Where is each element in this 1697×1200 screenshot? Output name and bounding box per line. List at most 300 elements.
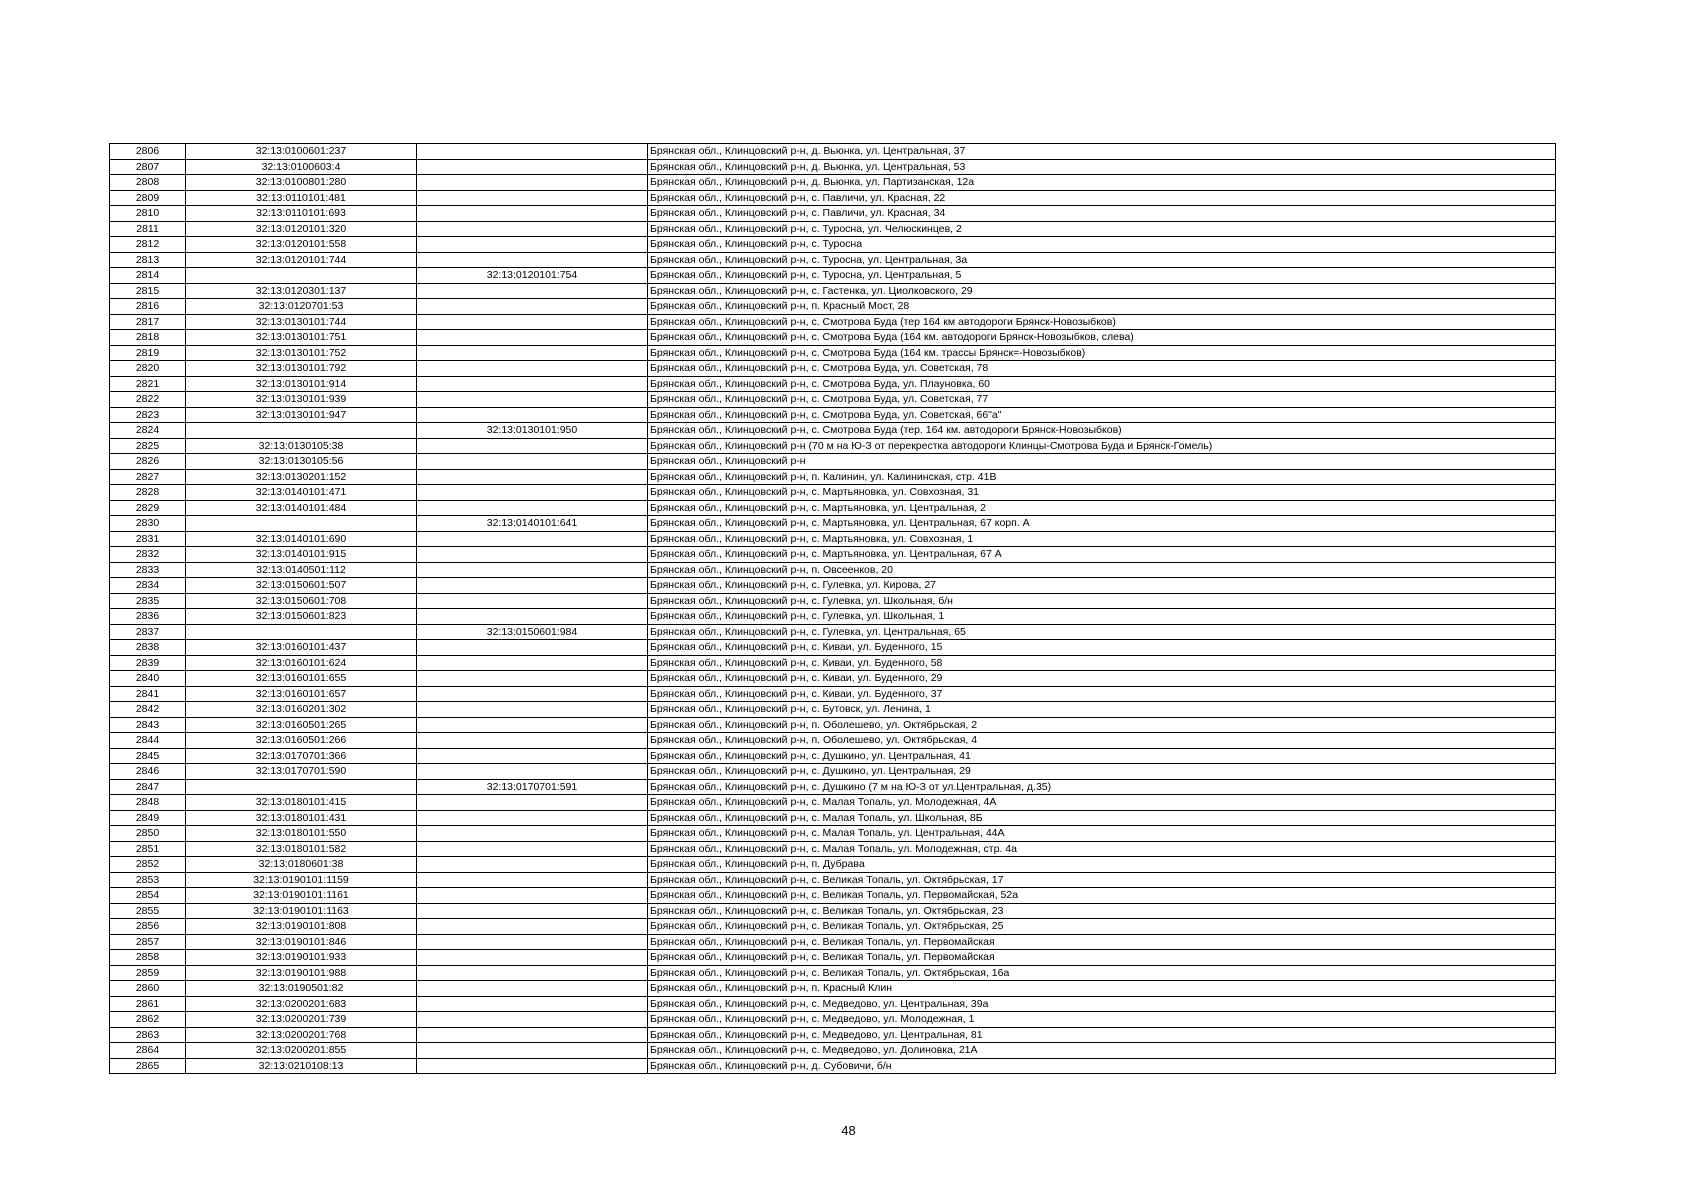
row-number-cell: 2821 bbox=[110, 376, 186, 392]
table-row bbox=[110, 159, 1556, 175]
row-number-cell: 2855 bbox=[110, 903, 186, 919]
address-cell: Брянская обл., Клинцовский р-н, с. Мартьяновка, ул. Совхозная, 31 bbox=[648, 485, 1556, 501]
address-cell: Брянская обл., Клинцовский р-н, с. Великая Топаль, ул. Октябрьская, 25 bbox=[648, 919, 1556, 935]
table-row bbox=[110, 562, 1556, 578]
address-cell: Брянская обл., Клинцовский р-н, п. Красный Мост, 28 bbox=[648, 299, 1556, 315]
table-row bbox=[110, 392, 1556, 408]
row-number-cell: 2834 bbox=[110, 578, 186, 594]
row-number-cell: 2833 bbox=[110, 562, 186, 578]
row-number-cell: 2856 bbox=[110, 919, 186, 935]
table-row bbox=[110, 531, 1556, 547]
cadastral-number-cell: 32:13:0130101:914 bbox=[186, 376, 417, 392]
cadastral-number-alt-cell bbox=[417, 826, 648, 842]
row-number-cell: 2813 bbox=[110, 252, 186, 268]
row-number-cell: 2836 bbox=[110, 609, 186, 625]
cadastral-number-cell: 32:13:0190101:1163 bbox=[186, 903, 417, 919]
address-cell: Брянская обл., Клинцовский р-н, с. Гулевка, ул. Центральная, 65 bbox=[648, 624, 1556, 640]
row-number-cell: 2838 bbox=[110, 640, 186, 656]
row-number-cell: 2818 bbox=[110, 330, 186, 346]
cadastral-number-alt-cell bbox=[417, 562, 648, 578]
table-row bbox=[110, 469, 1556, 485]
row-number-cell: 2843 bbox=[110, 717, 186, 733]
cadastral-number-alt-cell bbox=[417, 950, 648, 966]
cadastral-number-alt-cell bbox=[417, 376, 648, 392]
table-row bbox=[110, 903, 1556, 919]
table-row bbox=[110, 826, 1556, 842]
address-cell: Брянская обл., Клинцовский р-н, с. Смотрова Буда (164 км. трассы Брянск=-Новозыбков) bbox=[648, 345, 1556, 361]
table-row bbox=[110, 438, 1556, 454]
cadastral-number-cell: 32:13:0190101:988 bbox=[186, 965, 417, 981]
address-cell: Брянская обл., Клинцовский р-н (70 м на Ю-З от перекрестка автодороги Клинцы-Смотрова Буда и Брянск-Гомель) bbox=[648, 438, 1556, 454]
row-number-cell: 2819 bbox=[110, 345, 186, 361]
cadastral-number-alt-cell bbox=[417, 841, 648, 857]
address-cell: Брянская обл., Клинцовский р-н, с. Великая Топаль, ул. Первомайская bbox=[648, 934, 1556, 950]
cadastral-number-alt-cell bbox=[417, 640, 648, 656]
table-row bbox=[110, 965, 1556, 981]
row-number-cell: 2822 bbox=[110, 392, 186, 408]
row-number-cell: 2811 bbox=[110, 221, 186, 237]
address-cell: Брянская обл., Клинцовский р-н, с. Гулевка, ул. Школьная, б/н bbox=[648, 593, 1556, 609]
cadastral-number-alt-cell bbox=[417, 965, 648, 981]
cadastral-number-alt-cell bbox=[417, 996, 648, 1012]
table-row bbox=[110, 702, 1556, 718]
cadastral-number-alt-cell bbox=[417, 345, 648, 361]
row-number-cell: 2848 bbox=[110, 795, 186, 811]
cadastral-number-alt-cell bbox=[417, 872, 648, 888]
address-cell: Брянская обл., Клинцовский р-н, с. Малая Топаль, ул. Школьная, 8Б bbox=[648, 810, 1556, 826]
address-cell: Брянская обл., Клинцовский р-н, с. Великая Топаль, ул. Первомайская, 52а bbox=[648, 888, 1556, 904]
address-cell: Брянская обл., Клинцовский р-н, с. Медведово, ул. Молодежная, 1 bbox=[648, 1012, 1556, 1028]
table-row bbox=[110, 640, 1556, 656]
cadastral-number-alt-cell bbox=[417, 795, 648, 811]
table-row bbox=[110, 268, 1556, 284]
row-number-cell: 2857 bbox=[110, 934, 186, 950]
row-number-cell: 2861 bbox=[110, 996, 186, 1012]
table-body bbox=[110, 144, 1556, 1074]
cadastral-number-alt-cell bbox=[417, 702, 648, 718]
cadastral-number-cell: 32:13:0100801:280 bbox=[186, 175, 417, 191]
address-cell: Брянская обл., Клинцовский р-н, с. Медведово, ул. Долиновка, 21А bbox=[648, 1043, 1556, 1059]
cadastral-number-alt-cell bbox=[417, 190, 648, 206]
row-number-cell: 2863 bbox=[110, 1027, 186, 1043]
address-cell: Брянская обл., Клинцовский р-н, с. Павличи, ул. Красная, 22 bbox=[648, 190, 1556, 206]
row-number-cell: 2862 bbox=[110, 1012, 186, 1028]
address-cell: Брянская обл., Клинцовский р-н, с. Медведово, ул. Центральная, 39а bbox=[648, 996, 1556, 1012]
cadastral-number-alt-cell bbox=[417, 903, 648, 919]
address-cell: Брянская обл., Клинцовский р-н, п. Оболешево, ул. Октябрьская, 2 bbox=[648, 717, 1556, 733]
address-cell: Брянская обл., Клинцовский р-н, д. Вьюнка, ул. Центральная, 37 bbox=[648, 144, 1556, 160]
row-number-cell: 2860 bbox=[110, 981, 186, 997]
cadastral-number-cell: 32:13:0150601:823 bbox=[186, 609, 417, 625]
cadastral-number-alt-cell: 32:13:0120101:754 bbox=[417, 268, 648, 284]
row-number-cell: 2807 bbox=[110, 159, 186, 175]
table-row bbox=[110, 345, 1556, 361]
row-number-cell: 2850 bbox=[110, 826, 186, 842]
cadastral-number-cell: 32:13:0170701:590 bbox=[186, 764, 417, 780]
cadastral-number-cell: 32:13:0160101:437 bbox=[186, 640, 417, 656]
cadastral-number-alt-cell bbox=[417, 1043, 648, 1059]
table-row bbox=[110, 888, 1556, 904]
table-row bbox=[110, 671, 1556, 687]
cadastral-number-alt-cell bbox=[417, 1058, 648, 1074]
cadastral-number-cell: 32:13:0110101:693 bbox=[186, 206, 417, 222]
table-row bbox=[110, 485, 1556, 501]
address-cell: Брянская обл., Клинцовский р-н, с. Мартьяновка, ул. Центральная, 2 bbox=[648, 500, 1556, 516]
row-number-cell: 2817 bbox=[110, 314, 186, 330]
page-number: 48 bbox=[841, 1123, 856, 1138]
address-cell: Брянская обл., Клинцовский р-н, с. Душкино, ул. Центральная, 41 bbox=[648, 748, 1556, 764]
row-number-cell: 2852 bbox=[110, 857, 186, 873]
row-number-cell: 2854 bbox=[110, 888, 186, 904]
cadastral-number-alt-cell bbox=[417, 655, 648, 671]
cadastral-number-cell: 32:13:0180101:415 bbox=[186, 795, 417, 811]
row-number-cell: 2825 bbox=[110, 438, 186, 454]
cadastral-number-cell: 32:13:0130101:947 bbox=[186, 407, 417, 423]
address-cell: Брянская обл., Клинцовский р-н, п. Калинин, ул. Калининская, стр. 41В bbox=[648, 469, 1556, 485]
cadastral-number-cell: 32:13:0180601:38 bbox=[186, 857, 417, 873]
address-cell: Брянская обл., Клинцовский р-н, п. Овсеенков, 20 bbox=[648, 562, 1556, 578]
address-cell: Брянская обл., Клинцовский р-н, с. Бутовск, ул. Ленина, 1 bbox=[648, 702, 1556, 718]
cadastral-number-alt-cell bbox=[417, 144, 648, 160]
cadastral-number-alt-cell bbox=[417, 206, 648, 222]
address-cell: Брянская обл., Клинцовский р-н, с. Смотрова Буда, ул. Советская, 77 bbox=[648, 392, 1556, 408]
row-number-cell: 2859 bbox=[110, 965, 186, 981]
table-row bbox=[110, 299, 1556, 315]
cadastral-number-alt-cell bbox=[417, 764, 648, 780]
cadastral-number-alt-cell bbox=[417, 175, 648, 191]
cadastral-number-alt-cell bbox=[417, 221, 648, 237]
table-row bbox=[110, 283, 1556, 299]
address-cell: Брянская обл., Клинцовский р-н, с. Туросна bbox=[648, 237, 1556, 253]
cadastral-number-cell: 32:13:0190101:1161 bbox=[186, 888, 417, 904]
cadastral-number-alt-cell bbox=[417, 438, 648, 454]
cadastral-number-cell: 32:13:0150601:507 bbox=[186, 578, 417, 594]
table-row bbox=[110, 330, 1556, 346]
address-cell: Брянская обл., Клинцовский р-н, с. Туросна, ул. Челюскинцев, 2 bbox=[648, 221, 1556, 237]
cadastral-number-alt-cell: 32:13:0170701:591 bbox=[417, 779, 648, 795]
address-cell: Брянская обл., Клинцовский р-н, с. Мартьяновка, ул. Центральная, 67 А bbox=[648, 547, 1556, 563]
cadastral-number-alt-cell bbox=[417, 469, 648, 485]
table-row bbox=[110, 237, 1556, 253]
cadastral-number-cell bbox=[186, 779, 417, 795]
address-cell: Брянская обл., Клинцовский р-н, с. Павличи, ул. Красная, 34 bbox=[648, 206, 1556, 222]
address-cell: Брянская обл., Клинцовский р-н, с. Гулевка, ул. Школьная, 1 bbox=[648, 609, 1556, 625]
cadastral-number-cell: 32:13:0160201:302 bbox=[186, 702, 417, 718]
cadastral-number-alt-cell bbox=[417, 1012, 648, 1028]
cadastral-number-alt-cell bbox=[417, 733, 648, 749]
cadastral-number-cell: 32:13:0140101:915 bbox=[186, 547, 417, 563]
row-number-cell: 2858 bbox=[110, 950, 186, 966]
cadastral-number-cell: 32:13:0130105:38 bbox=[186, 438, 417, 454]
cadastral-number-alt-cell bbox=[417, 578, 648, 594]
cadastral-number-alt-cell bbox=[417, 934, 648, 950]
address-cell: Брянская обл., Клинцовский р-н, с. Смотрова Буда, ул. Советская, 78 bbox=[648, 361, 1556, 377]
cadastral-number-alt-cell bbox=[417, 283, 648, 299]
address-cell: Брянская обл., Клинцовский р-н, п. Дубрава bbox=[648, 857, 1556, 873]
table-row bbox=[110, 872, 1556, 888]
cadastral-number-cell: 32:13:0200201:855 bbox=[186, 1043, 417, 1059]
cadastral-number-alt-cell bbox=[417, 717, 648, 733]
cadastral-number-cell: 32:13:0120101:558 bbox=[186, 237, 417, 253]
table-row bbox=[110, 841, 1556, 857]
row-number-cell: 2806 bbox=[110, 144, 186, 160]
address-cell: Брянская обл., Клинцовский р-н, с. Смотрова Буда (164 км. автодороги Брянск-Новозыбков, слева) bbox=[648, 330, 1556, 346]
address-cell: Брянская обл., Клинцовский р-н, с. Гулевка, ул. Кирова, 27 bbox=[648, 578, 1556, 594]
cadastral-number-alt-cell: 32:13:0140101:641 bbox=[417, 516, 648, 532]
cadastral-number-cell: 32:13:0140501:112 bbox=[186, 562, 417, 578]
cadastral-number-cell: 32:13:0160101:657 bbox=[186, 686, 417, 702]
cadastral-number-cell bbox=[186, 268, 417, 284]
address-cell: Брянская обл., Клинцовский р-н bbox=[648, 454, 1556, 470]
row-number-cell: 2810 bbox=[110, 206, 186, 222]
address-cell: Брянская обл., Клинцовский р-н, с. Смотрова Буда, ул. Советская, 66"а" bbox=[648, 407, 1556, 423]
address-cell: Брянская обл., Клинцовский р-н, с. Мартьяновка, ул. Совхозная, 1 bbox=[648, 531, 1556, 547]
cadastral-number-cell: 32:13:0130101:939 bbox=[186, 392, 417, 408]
cadastral-number-alt-cell bbox=[417, 392, 648, 408]
cadastral-number-alt-cell bbox=[417, 593, 648, 609]
cadastral-number-cell: 32:13:0150601:708 bbox=[186, 593, 417, 609]
cadastral-number-alt-cell bbox=[417, 671, 648, 687]
cadastral-number-cell: 32:13:0100601:237 bbox=[186, 144, 417, 160]
cadastral-number-cell: 32:13:0190101:933 bbox=[186, 950, 417, 966]
address-cell: Брянская обл., Клинцовский р-н, с. Киваи, ул. Буденного, 15 bbox=[648, 640, 1556, 656]
cadastral-number-cell: 32:13:0200201:768 bbox=[186, 1027, 417, 1043]
cadastral-number-alt-cell bbox=[417, 314, 648, 330]
table-row bbox=[110, 810, 1556, 826]
row-number-cell: 2826 bbox=[110, 454, 186, 470]
table-row bbox=[110, 779, 1556, 795]
cadastral-number-cell: 32:13:0120701:53 bbox=[186, 299, 417, 315]
cadastral-number-cell: 32:13:0160101:655 bbox=[186, 671, 417, 687]
table-row bbox=[110, 454, 1556, 470]
address-cell: Брянская обл., Клинцовский р-н, с. Малая Топаль, ул. Центральная, 44А bbox=[648, 826, 1556, 842]
cadastral-number-alt-cell bbox=[417, 609, 648, 625]
cadastral-number-cell: 32:13:0190101:808 bbox=[186, 919, 417, 935]
table-row bbox=[110, 950, 1556, 966]
row-number-cell: 2830 bbox=[110, 516, 186, 532]
address-cell: Брянская обл., Клинцовский р-н, с. Гастенка, ул. Циолковского, 29 bbox=[648, 283, 1556, 299]
cadastral-number-cell: 32:13:0210108:13 bbox=[186, 1058, 417, 1074]
cadastral-number-cell: 32:13:0120301:137 bbox=[186, 283, 417, 299]
table-row bbox=[110, 919, 1556, 935]
cadastral-number-alt-cell: 32:13:0150601:984 bbox=[417, 624, 648, 640]
table-row bbox=[110, 748, 1556, 764]
table-row bbox=[110, 190, 1556, 206]
address-cell: Брянская обл., Клинцовский р-н, с. Великая Топаль, ул. Октябрьская, 17 bbox=[648, 872, 1556, 888]
cadastral-number-cell bbox=[186, 423, 417, 439]
cadastral-number-alt-cell bbox=[417, 252, 648, 268]
cadastral-number-alt-cell bbox=[417, 485, 648, 501]
row-number-cell: 2851 bbox=[110, 841, 186, 857]
address-cell: Брянская обл., Клинцовский р-н, п. Красный Клин bbox=[648, 981, 1556, 997]
row-number-cell: 2865 bbox=[110, 1058, 186, 1074]
address-cell: Брянская обл., Клинцовский р-н, с. Мартьяновка, ул. Центральная, 67 корп. А bbox=[648, 516, 1556, 532]
cadastral-number-cell: 32:13:0160501:266 bbox=[186, 733, 417, 749]
table-row bbox=[110, 655, 1556, 671]
cadastral-number-cell: 32:13:0130101:752 bbox=[186, 345, 417, 361]
table-row bbox=[110, 1012, 1556, 1028]
row-number-cell: 2837 bbox=[110, 624, 186, 640]
cadastral-number-alt-cell bbox=[417, 407, 648, 423]
row-number-cell: 2816 bbox=[110, 299, 186, 315]
cadastral-number-cell: 32:13:0120101:744 bbox=[186, 252, 417, 268]
address-cell: Брянская обл., Клинцовский р-н, с. Душкино (7 м на Ю-З от ул.Центральная, д.35) bbox=[648, 779, 1556, 795]
cadastral-number-alt-cell bbox=[417, 454, 648, 470]
row-number-cell: 2823 bbox=[110, 407, 186, 423]
row-number-cell: 2864 bbox=[110, 1043, 186, 1059]
cadastral-number-alt-cell bbox=[417, 981, 648, 997]
cadastral-number-alt-cell bbox=[417, 531, 648, 547]
cadastral-number-cell: 32:13:0130101:792 bbox=[186, 361, 417, 377]
cadastral-number-cell: 32:13:0190101:846 bbox=[186, 934, 417, 950]
address-cell: Брянская обл., Клинцовский р-н, с. Смотрова Буда (тер. 164 км. автодороги Брянск-Новозыбков) bbox=[648, 423, 1556, 439]
address-cell: Брянская обл., Клинцовский р-н, с. Туросна, ул. Центральная, 5 bbox=[648, 268, 1556, 284]
cadastral-number-cell: 32:13:0180101:582 bbox=[186, 841, 417, 857]
address-cell: Брянская обл., Клинцовский р-н, с. Малая Топаль, ул. Молодежная, стр. 4а bbox=[648, 841, 1556, 857]
row-number-cell: 2832 bbox=[110, 547, 186, 563]
cadastral-number-alt-cell bbox=[417, 857, 648, 873]
table-row bbox=[110, 795, 1556, 811]
row-number-cell: 2835 bbox=[110, 593, 186, 609]
table-row bbox=[110, 717, 1556, 733]
address-cell: Брянская обл., Клинцовский р-н, п. Оболешево, ул. Октябрьская, 4 bbox=[648, 733, 1556, 749]
cadastral-number-cell: 32:13:0160101:624 bbox=[186, 655, 417, 671]
property-table bbox=[109, 143, 1556, 1074]
table-row bbox=[110, 578, 1556, 594]
cadastral-number-alt-cell bbox=[417, 919, 648, 935]
table-row bbox=[110, 1058, 1556, 1074]
cadastral-number-alt-cell bbox=[417, 361, 648, 377]
table-row bbox=[110, 733, 1556, 749]
cadastral-number-cell: 32:13:0130101:744 bbox=[186, 314, 417, 330]
cadastral-number-cell: 32:13:0180101:431 bbox=[186, 810, 417, 826]
address-cell: Брянская обл., Клинцовский р-н, с. Малая Топаль, ул. Молодежная, 4А bbox=[648, 795, 1556, 811]
address-cell: Брянская обл., Клинцовский р-н, д. Вьюнка, ул. Центральная, 53 bbox=[648, 159, 1556, 175]
table-row bbox=[110, 407, 1556, 423]
row-number-cell: 2842 bbox=[110, 702, 186, 718]
table-row bbox=[110, 934, 1556, 950]
address-cell: Брянская обл., Клинцовский р-н, с. Медведово, ул. Центральная, 81 bbox=[648, 1027, 1556, 1043]
row-number-cell: 2839 bbox=[110, 655, 186, 671]
table-row bbox=[110, 376, 1556, 392]
row-number-cell: 2827 bbox=[110, 469, 186, 485]
address-cell: Брянская обл., Клинцовский р-н, с. Великая Топаль, ул. Октябрьская, 16а bbox=[648, 965, 1556, 981]
table-row bbox=[110, 516, 1556, 532]
cadastral-number-cell: 32:13:0180101:550 bbox=[186, 826, 417, 842]
address-cell: Брянская обл., Клинцовский р-н, с. Смотрова Буда (тер 164 км автодороги Брянск-Новозыбков) bbox=[648, 314, 1556, 330]
cadastral-number-alt-cell bbox=[417, 299, 648, 315]
table-row bbox=[110, 609, 1556, 625]
cadastral-number-alt-cell bbox=[417, 748, 648, 764]
table-row bbox=[110, 996, 1556, 1012]
address-cell: Брянская обл., Клинцовский р-н, с. Смотрова Буда, ул. Плауновка, 60 bbox=[648, 376, 1556, 392]
cadastral-number-alt-cell bbox=[417, 686, 648, 702]
cadastral-number-alt-cell bbox=[417, 237, 648, 253]
row-number-cell: 2847 bbox=[110, 779, 186, 795]
cadastral-number-cell: 32:13:0200201:739 bbox=[186, 1012, 417, 1028]
address-cell: Брянская обл., Клинцовский р-н, с. Туросна, ул. Центральная, 3а bbox=[648, 252, 1556, 268]
row-number-cell: 2809 bbox=[110, 190, 186, 206]
table-row bbox=[110, 314, 1556, 330]
row-number-cell: 2820 bbox=[110, 361, 186, 377]
row-number-cell: 2815 bbox=[110, 283, 186, 299]
table-row bbox=[110, 764, 1556, 780]
cadastral-number-alt-cell bbox=[417, 547, 648, 563]
address-cell: Брянская обл., Клинцовский р-н, с. Душкино, ул. Центральная, 29 bbox=[648, 764, 1556, 780]
table-row bbox=[110, 593, 1556, 609]
cadastral-number-alt-cell: 32:13:0130101:950 bbox=[417, 423, 648, 439]
address-cell: Брянская обл., Клинцовский р-н, с. Великая Топаль, ул. Октябрьская, 23 bbox=[648, 903, 1556, 919]
table-row bbox=[110, 361, 1556, 377]
cadastral-number-alt-cell bbox=[417, 500, 648, 516]
table-row bbox=[110, 547, 1556, 563]
cadastral-number-cell: 32:13:0140101:471 bbox=[186, 485, 417, 501]
table-row bbox=[110, 981, 1556, 997]
row-number-cell: 2853 bbox=[110, 872, 186, 888]
row-number-cell: 2846 bbox=[110, 764, 186, 780]
address-cell: Брянская обл., Клинцовский р-н, д. Вьюнка, ул. Партизанская, 12а bbox=[648, 175, 1556, 191]
row-number-cell: 2831 bbox=[110, 531, 186, 547]
table-row bbox=[110, 1027, 1556, 1043]
table-row bbox=[110, 175, 1556, 191]
cadastral-number-cell: 32:13:0140101:484 bbox=[186, 500, 417, 516]
table-row bbox=[110, 500, 1556, 516]
cadastral-number-alt-cell bbox=[417, 810, 648, 826]
document-page bbox=[109, 143, 1555, 1074]
row-number-cell: 2824 bbox=[110, 423, 186, 439]
table-row bbox=[110, 206, 1556, 222]
cadastral-number-cell bbox=[186, 516, 417, 532]
cadastral-number-cell: 32:13:0120101:320 bbox=[186, 221, 417, 237]
address-cell: Брянская обл., Клинцовский р-н, с. Киваи, ул. Буденного, 29 bbox=[648, 671, 1556, 687]
row-number-cell: 2845 bbox=[110, 748, 186, 764]
row-number-cell: 2849 bbox=[110, 810, 186, 826]
cadastral-number-cell: 32:13:0170701:366 bbox=[186, 748, 417, 764]
address-cell: Брянская обл., Клинцовский р-н, с. Киваи, ул. Буденного, 37 bbox=[648, 686, 1556, 702]
cadastral-number-cell: 32:13:0130105:56 bbox=[186, 454, 417, 470]
cadastral-number-cell: 32:13:0190501:82 bbox=[186, 981, 417, 997]
address-cell: Брянская обл., Клинцовский р-н, д. Субовичи, б/н bbox=[648, 1058, 1556, 1074]
cadastral-number-cell: 32:13:0190101:1159 bbox=[186, 872, 417, 888]
row-number-cell: 2828 bbox=[110, 485, 186, 501]
cadastral-number-alt-cell bbox=[417, 1027, 648, 1043]
row-number-cell: 2841 bbox=[110, 686, 186, 702]
row-number-cell: 2812 bbox=[110, 237, 186, 253]
table-row bbox=[110, 624, 1556, 640]
table-row bbox=[110, 252, 1556, 268]
row-number-cell: 2808 bbox=[110, 175, 186, 191]
cadastral-number-cell: 32:13:0140101:690 bbox=[186, 531, 417, 547]
cadastral-number-alt-cell bbox=[417, 888, 648, 904]
cadastral-number-cell: 32:13:0110101:481 bbox=[186, 190, 417, 206]
table-row bbox=[110, 686, 1556, 702]
cadastral-number-alt-cell bbox=[417, 330, 648, 346]
table-row bbox=[110, 423, 1556, 439]
table-row bbox=[110, 857, 1556, 873]
cadastral-number-cell: 32:13:0130101:751 bbox=[186, 330, 417, 346]
cadastral-number-cell: 32:13:0200201:683 bbox=[186, 996, 417, 1012]
cadastral-number-alt-cell bbox=[417, 159, 648, 175]
row-number-cell: 2844 bbox=[110, 733, 186, 749]
cadastral-number-cell: 32:13:0130201:152 bbox=[186, 469, 417, 485]
table-row bbox=[110, 1043, 1556, 1059]
row-number-cell: 2840 bbox=[110, 671, 186, 687]
table-row bbox=[110, 144, 1556, 160]
cadastral-number-cell: 32:13:0160501:265 bbox=[186, 717, 417, 733]
address-cell: Брянская обл., Клинцовский р-н, с. Киваи, ул. Буденного, 58 bbox=[648, 655, 1556, 671]
table-row bbox=[110, 221, 1556, 237]
address-cell: Брянская обл., Клинцовский р-н, с. Великая Топаль, ул. Первомайская bbox=[648, 950, 1556, 966]
